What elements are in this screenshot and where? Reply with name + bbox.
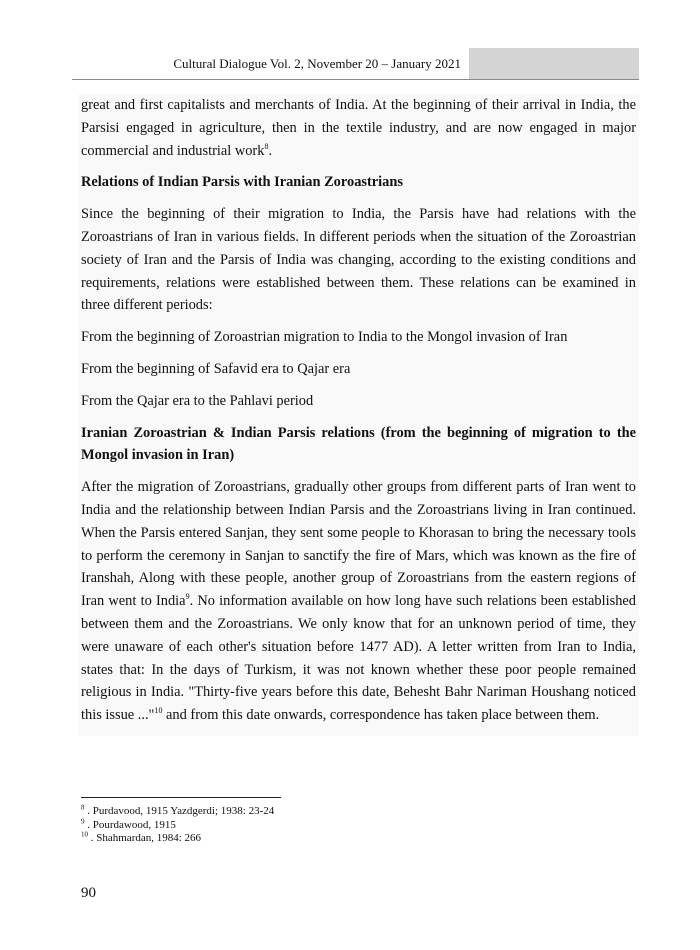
footnote-ref[interactable]: 10 [154,706,163,716]
footnote-ref[interactable]: 9 [185,592,190,602]
footnote: $^8$ . Purdavood, 1915 Yazdgerdi; 1938: 23-24 [81,803,275,817]
footnotes [81,805,581,846]
page-number: 90 [81,885,96,901]
section-heading: Iranian Zoroastrian & Indian Parsis relations (from the beginning of migration to the Mongol invasion in Iran) [81,424,636,464]
footnote-divider [81,797,281,798]
paragraph: Since the beginning of their migration to India, the Parsis have had relations with the Zoroastrians of Iran in various fields. In different periods when the situation of the Zoroastrian society of Iran and the Parsis of India was changing, according to the existing conditions and requirements, relations were established between them. These relations can be examined in three different periods: [81,206,636,314]
header-gray-block [469,48,639,79]
period-item: From the beginning of Zoroastrian migration to India to the Mongol invasion of Iran [81,329,568,346]
running-header [72,48,639,80]
footnote: $^9$ . Pourdawood, 1915 [81,816,176,831]
period-item: From the beginning of Safavid era to Qajar era [81,360,351,377]
footnote-ref[interactable]: 8 [264,141,269,151]
paragraph: great and first capitalists and merchants of India. At the beginning of their arrival in India, the Parsisi engaged in agriculture, then in the textile industry, and are now engaged in major commercial and industrial work$^8$. [81,97,636,159]
running-header-title: Cultural Dialogue Vol. 2, November 20 – January 2021 [173,56,461,71]
section-heading: Relations of Indian Parsis with Iranian Zoroastrians [81,174,403,191]
footnote: $^{10}$ . Shahmardan, 1984: 266 [81,830,202,844]
period-item: From the Qajar era to the Pahlavi period [81,392,314,409]
main-text [78,94,639,736]
paragraph: After the migration of Zoroastrians, gradually other groups from different parts of Iran went to India and the relationship between Indian Parsis and the Zoroastrians living in Iran continued. When the Parsis entered Sanjan, they sent some people to Khorasan to bring the necessary tools to perform the ceremony in Sanjan to sanctify the fire of Mars, which was known as the fire of Iranshah, Along with these people, another group of Zoroastrians from the eastern regions of Iran went to India$^9$. No information available on how long have such relations been established between them and the Zoroastrians. We only know that for an unknown period of time, they were unaware of each other's situation before 1477 AD). A letter written from Iran to India, states that: In the days of Turkism, it was not known whether these poor people remained religious in India. "Thirty-five years before this date, Behesht Bahr Nariman Houshang noticed this issue ..."$^{10}$ and from this date onwards, correspondence has taken place between them. [81,479,636,724]
